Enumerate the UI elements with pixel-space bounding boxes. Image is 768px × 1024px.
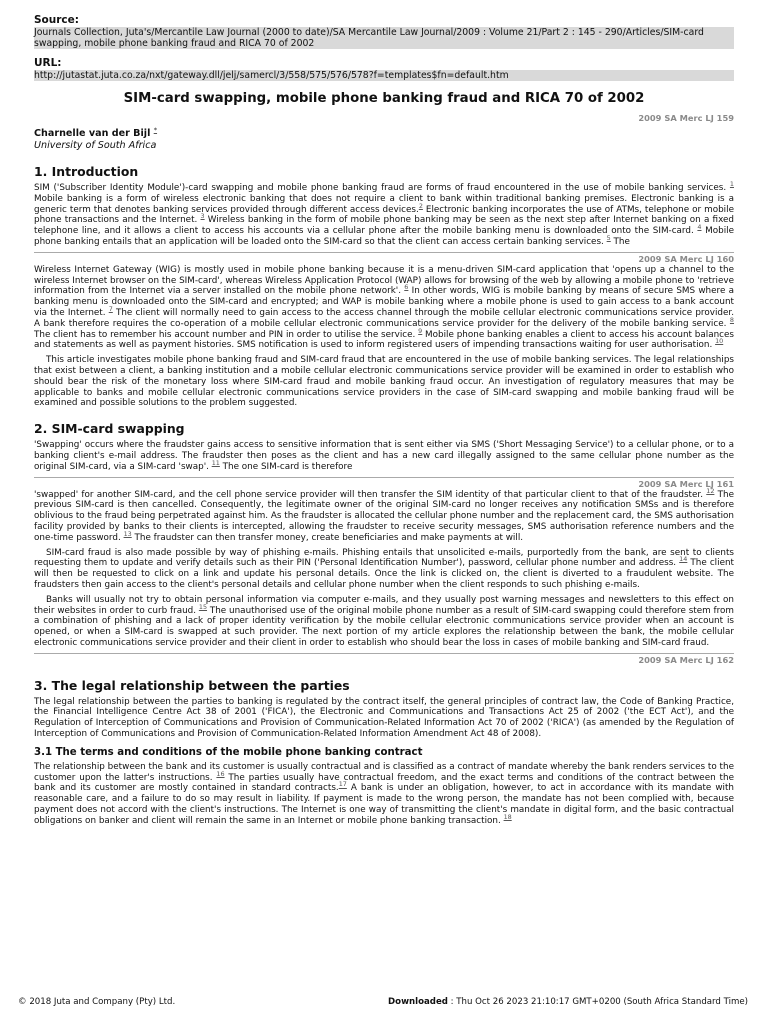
paragraph xyxy=(34,762,734,827)
author-affiliation: University of South Africa xyxy=(34,140,157,151)
footnote-link[interactable]: 4 xyxy=(697,223,702,232)
page-ref: 2009 SA Merc LJ 159 xyxy=(638,113,734,123)
paragraph xyxy=(34,265,734,351)
paragraph-text: The unauthorised use of the original mobile phone number as a result of SIM-card swapping could therefore stem from a combination of phishing and a lack of proper identity verification by the mobile cellular electronic communications service provider when an account is opened, or when a SIM-card is swapped at such provider. The next portion of my article explores the relationship between the bank, the mobile cellular electronic communications service provider and their client in order to establish who should bear the loss in cases of mobile banking and SIM-card fraud. xyxy=(34,605,734,648)
footnote-link[interactable]: 18 xyxy=(503,812,512,821)
paragraph-text: Mobile phone banking entails that an application will be loaded onto the SIM-card so that the client can access certain banking services. xyxy=(34,226,734,247)
paragraph-text: 'swapped' for another SIM-card, and the cell phone service provider will then transfer the SIM identity of that particular client to that of the fraudster. xyxy=(34,489,707,500)
section-heading: 2. SIM-card swapping xyxy=(34,421,185,437)
section-heading: 3. The legal relationship between the parties xyxy=(34,677,350,693)
paragraph-text: In other words, WIG is mobile banking by means of secure SMS where a banking menu is downloaded onto the SIM-card and encrypted; and WAP is mobile banking where a mobile phone is used to gain access to a bank account via the Internet. xyxy=(34,286,735,318)
footnote-link[interactable]: 15 xyxy=(198,602,208,611)
footnote-link[interactable]: 13 xyxy=(123,529,132,538)
paragraph-text: Wireless Internet Gateway (WIG) is mostly used in mobile phone banking because it is a menu-driven SIM-card application that 'opens up a channel to the wireless Internet browser on the SIM-card', whereas Wireless Application Protocol (WAP) allows for browsing of the web by allowing a mobile phone to 'retrieve information from the Internet via a server installed on the mobile phone network'. xyxy=(34,264,734,297)
footnote-link[interactable]: 16 xyxy=(216,769,225,778)
paragraph xyxy=(34,595,734,649)
footnote-link[interactable]: * xyxy=(153,125,158,134)
footnote-link[interactable]: 7 xyxy=(108,305,113,314)
paragraph-text: The fraudster can then transfer money, create beneficiaries and make payments at will. xyxy=(131,532,524,543)
paragraph-text: The previous SIM-card is then cancelled. Consequently, the legitimate owner of the original SIM-card no longer receives any notification SMSs and is therefore oblivious to the fraud being perpetrated against him. As the fraudster is allocated the cellular phone number and the replacement card, the SMS authorisation facility provided by banks to their clients is intercepted, allowing the fraudster to receive security messages, SMS authorisation reference numbers and the one-time password. xyxy=(34,489,735,543)
paragraph-text: Mobile banking is a form of wireless electronic banking that does not require a client to bank within traditional banking premises. Electronic banking is a generic term that denotes banking services provided through different access devices. xyxy=(34,193,734,215)
paragraph-text: Electronic banking incorporates the use of ATMs, telephone or mobile phone transactions and the Internet. xyxy=(34,204,734,226)
footnote-link[interactable]: 8 xyxy=(729,315,734,324)
source-label: Source: xyxy=(34,14,79,26)
paragraph xyxy=(34,486,735,544)
paragraph-text: SIM ('Subscriber Identity Module')-card swapping and mobile phone banking fraud are forms of fraud encountered in the use of mobile banking services. xyxy=(34,183,730,193)
footnote-link[interactable]: 14 xyxy=(679,555,688,564)
paragraph: The legal relationship between the parties to banking is regulated by the contract itself, the general principles of contract law, the Code of Banking Practice, the Financial Intelligence Centre Act 38 of 2001 ('FICA'), the Electronic and Communications and Transactions Act 25 of 2002 ('the ECT Act'), and the Regulation of Interception of Communications and Provision of Communication-Related Information Act 70 of 2002 ('RICA') (as amended by the Regulation of Interception of Communications and Provision of Communication-Related Information Amendment Act 48 of 2008). xyxy=(34,696,734,740)
paragraph-text: Mobile phone banking enables a client to access his account balances and statements as well as payment histories. SMS notification is used to inform registered users of impending transactions waiting for user authorisation. xyxy=(34,329,735,351)
download-stamp: Downloaded : Thu Oct 26 2023 21:10:17 GMT+0200 (South Africa Standard Time) xyxy=(388,997,748,1007)
footnote-link[interactable]: 17 xyxy=(338,780,347,789)
article-title: SIM-card swapping, mobile phone banking fraud and RICA 70 of 2002 xyxy=(123,91,645,106)
footnote-link[interactable]: 5 xyxy=(606,234,611,243)
paragraph-text: SIM-card fraud is also made possible by way of phishing e-mails. Phishing entails that unsolicited e-mails, purportedly from the bank, are sent to clients requesting them to update and verify details such as their PIN ('Personal Identification Number'), password, cellular phone number and address. xyxy=(34,547,734,569)
footnote-link[interactable]: 1 xyxy=(729,180,734,189)
author-name: Charnelle van der Bijl * xyxy=(34,125,158,139)
paragraph-text: The client will normally need to gain access to the access channel through the mobile cellular electronic communications service provider. A bank therefore requires the co-operation of a mobile cellular electronic communications service provider for the delivery of the mobile banking service. xyxy=(34,307,734,329)
paragraph-text: The xyxy=(610,236,630,247)
section-heading: 1. Introduction xyxy=(34,164,139,179)
document-page xyxy=(34,14,734,831)
footnote-link[interactable]: 2 xyxy=(418,201,423,210)
footnote-link[interactable]: 3 xyxy=(200,212,205,221)
paragraph xyxy=(34,440,734,472)
page-ref: 2009 SA Merc LJ 160 xyxy=(34,252,734,265)
paragraph-text: The parties usually have contractual freedom, and the exact terms and conditions of the contract between the bank and its customer are mostly contained in standard contracts. xyxy=(34,772,734,794)
url-label: URL: xyxy=(34,57,62,69)
paragraph-text: The client will then be requested to click on a link and update his personal details. Once the link is clicked on, the client is diverted to a fraudulent website. The fraudsters then gain access to the client's personal details and cellular phone number when the client responds to such phishing e-mails. xyxy=(34,558,735,590)
subsection-heading: 3.1 The terms and conditions of the mobile phone banking contract xyxy=(34,746,423,758)
page-ref: 2009 SA Merc LJ 162 xyxy=(34,653,734,666)
copyright: © 2018 Juta and Company (Pty) Ltd. xyxy=(18,997,176,1007)
paragraph-text: Banks will usually not try to obtain personal information via computer e-mails, and they usually post warning messages and newsletters to this effect on their websites in order to curb fraud. xyxy=(34,594,734,616)
footnote-link[interactable]: 12 xyxy=(706,486,715,495)
source-path: Journals Collection, Juta's/Mercantile Law Journal (2000 to date)/SA Mercantile Law Journal/2009 : Volume 21/Part 2 : 145 - 290/Articles/SIM-card swapping, mobile phone banking fraud and RICA 70 of 2002 xyxy=(34,27,734,49)
url-value-box xyxy=(34,70,734,81)
paragraph-text: A bank is under an obligation, however, to act in accordance with its mandate with reasonable care, and a failure to do so may result in liability. If payment is made to the wrong person, the mandate has not been complied with, because payment does not accord with the client's instructions. The Internet is one way of transmitting the client's mandate in digital form, and the basic contractual obligations on banker and client will remain the same in an Internet or mobile phone banking transaction. xyxy=(34,783,735,826)
paragraph: This article investigates mobile phone banking fraud and SIM-card fraud that are encountered in the use of mobile banking services. The legal relationships that exist between a client, a banking institution and a mobile cellular electronic communications service provider will be examined in order to establish who should bear the risk of the monetary loss where SIM-card fraud and mobile banking fraud occur. An investigation of regulatory measures that may be applicable to banks and mobile cellular electronic communications service providers in the case of SIM-card swapping and mobile banking fraud will be examined and possible solutions to the problem suggested. xyxy=(34,355,734,409)
paragraph-text: 'Swapping' occurs where the fraudster gains access to sensitive information that is sent either via SMS ('Short Messaging Service') to a cellular phone, or to a banking client's e-mail address. The fraudster then poses as the client and has a new card illegally assigned to the same cellular phone number as the original SIM-card, via a SIM-card 'swap'. xyxy=(34,440,734,472)
footnote-link[interactable]: 9 xyxy=(418,326,423,335)
footnote-link[interactable]: 6 xyxy=(404,283,409,292)
paragraph xyxy=(34,180,735,248)
paragraph-text: The client has to remember his account number and PIN in order to utilise the service. xyxy=(34,329,419,340)
paragraph-text: Wireless banking in the form of mobile phone banking may be seen as the next step after Internet banking on a fixed telephone line, and it allows a client to access his accounts via a cellular phone after the mobile banking menu is downloaded onto the SIM-card. xyxy=(34,215,735,237)
paragraph-text: The relationship between the bank and its customer is usually contractual and is classified as a contract of mandate whereby the bank renders services to the customer upon the latter's instructions. xyxy=(34,761,734,783)
footnote-link[interactable]: 10 xyxy=(715,337,724,346)
footnote-link[interactable]: 11 xyxy=(211,458,220,467)
page-ref: 2009 SA Merc LJ 161 xyxy=(34,477,734,490)
url-link[interactable]: http://jutastat.juta.co.za/nxt/gateway.dll/jelj/samercl/3/558/575/576/578?f=templates$fn=default.htm xyxy=(34,70,509,81)
paragraph-text: The one SIM-card is therefore xyxy=(219,461,353,472)
paragraph xyxy=(34,548,734,591)
